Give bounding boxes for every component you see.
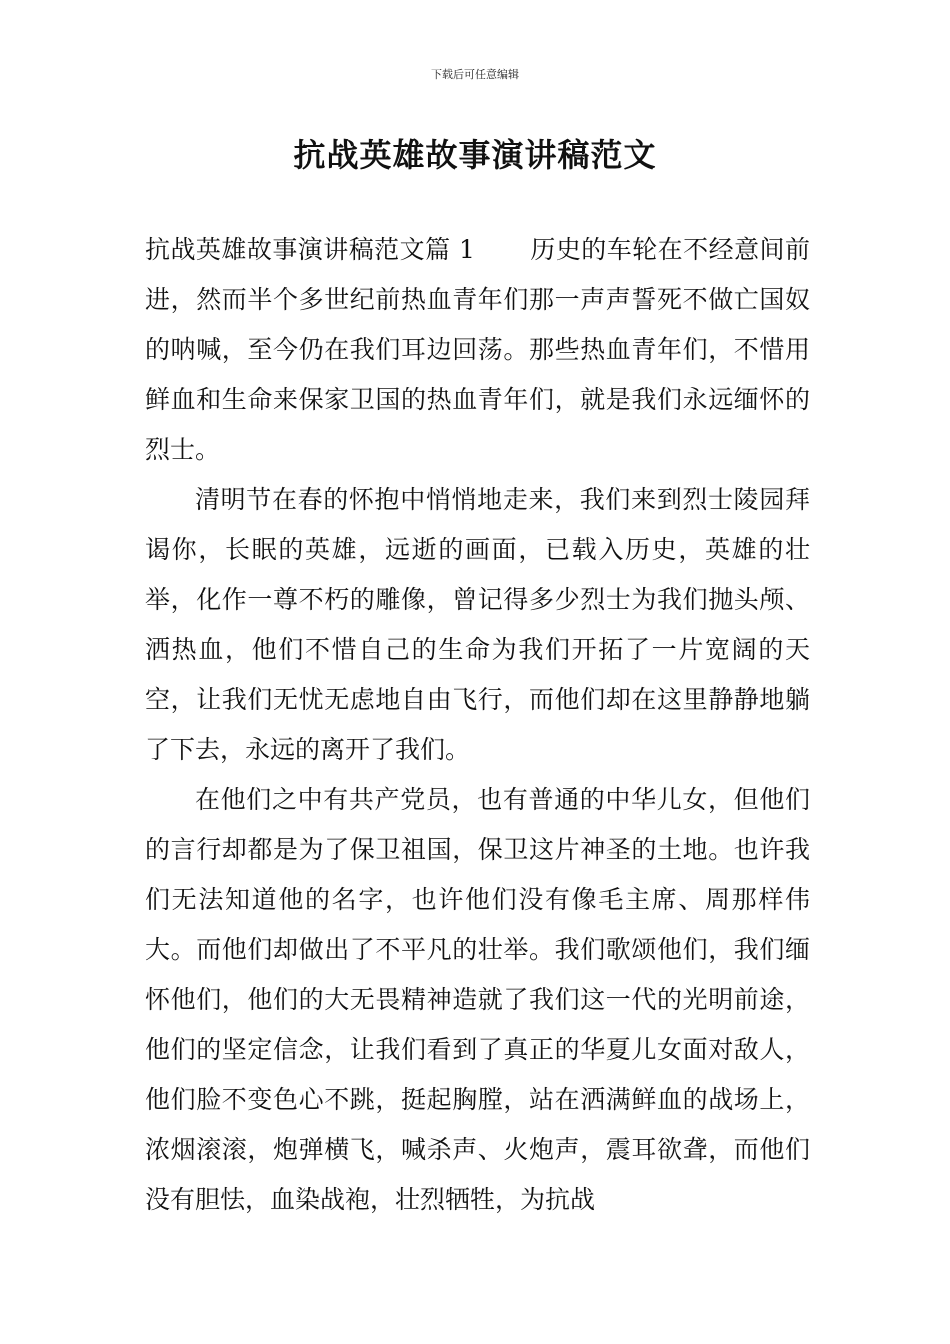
paragraph-1-text: 历史的车轮在不经意间前进，然而半个多世纪前热血青年们那一声声誓死不做亡国奴的呐喊，至今仍在我们耳边回荡。那些热血青年们，不惜用鲜血和生命来保家卫国的热血青年们，就是我们永远缅怀的烈士。 — [145, 235, 810, 464]
paragraph-2: 清明节在春的怀抱中悄悄地走来，我们来到烈士陵园拜谒你，长眠的英雄，远逝的画面，已载入历史，英雄的壮举，化作一尊不朽的雕像，曾记得多少烈士为我们抛头颅、洒热血，他们不惜自己的生命为我们开拓了一片宽阔的天空，让我们无忧无虑地自由飞行，而他们却在这里静静地躺了下去，永远的离开了我们。 — [145, 485, 810, 764]
document-body — [145, 225, 810, 1225]
paragraph-3: 在他们之中有共产党员，也有普通的中华儿女，但他们的言行却都是为了保卫祖国，保卫这片神圣的土地。也许我们无法知道他的名字，也许他们没有像毛主席、周那样伟大。而他们却做出了不平凡的壮举。我们歌颂他们，我们缅怀他们，他们的大无畏精神造就了我们这一代的光明前途，他们的坚定信念，让我们看到了真正的华夏儿女面对敌人，他们脸不变色心不跳，挺起胸膛，站在洒满鲜血的战场上，浓烟滚滚，炮弹横飞，喊杀声、火炮声，震耳欲聋，而他们没有胆怯，血染战袍，壮烈牺牲，为抗战 — [145, 785, 810, 1214]
paragraph-1 — [145, 225, 810, 475]
paragraph-1-heading: 抗战英雄故事演讲稿范文篇 1 — [145, 235, 475, 264]
header-note: 下载后可任意编辑 — [431, 68, 519, 81]
document-title: 抗战英雄故事演讲稿范文 — [293, 136, 657, 174]
